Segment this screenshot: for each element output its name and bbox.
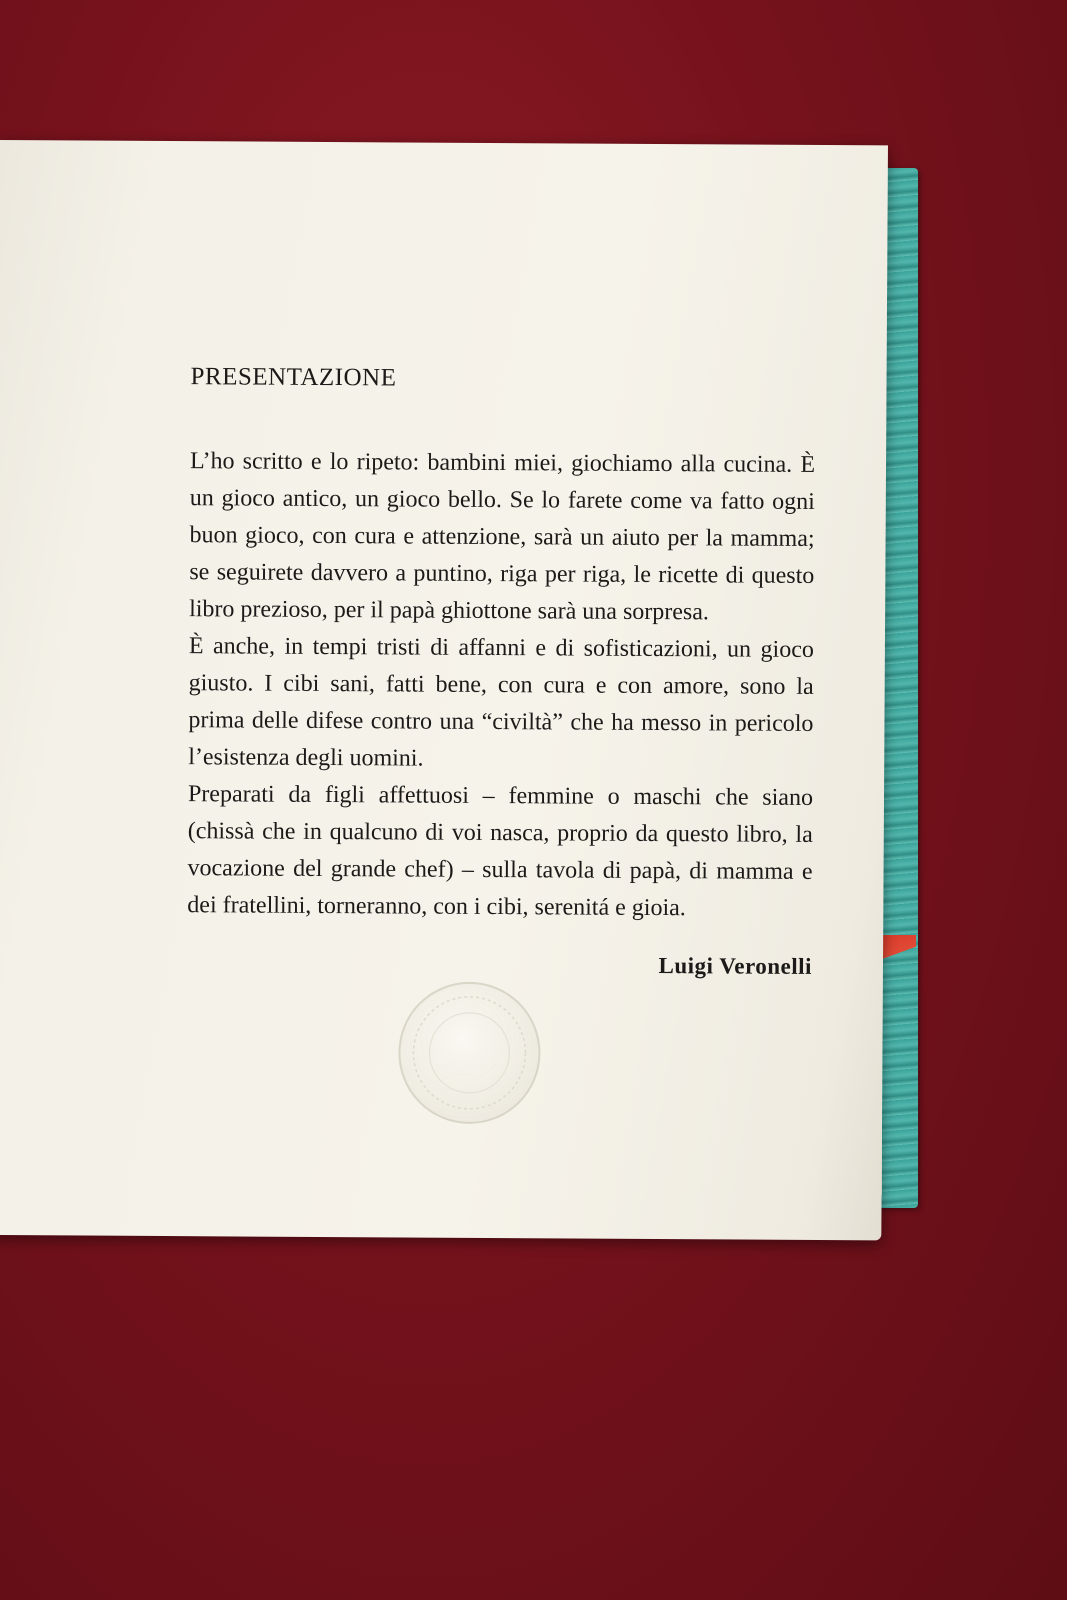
paragraph-2: È anche, in tempi tristi di affanni e di sofisticazioni, un gioco giusto. I cibi sani, fatti bene, con cura e con amore, sono la prima delle difese contro una “civiltà” che ha messo in pericolo l’esistenza degli uomini. [188,633,814,772]
page-content [187,363,816,980]
page-title: PRESENTAZIONE [190,363,397,392]
paragraph-1: L’ho scritto e lo ripeto: bambini miei, giochiamo alla cucina. È un gioco antico, un gioco bello. Se lo farete come va fatto ogni buon gioco, con cura e attenzione, sarà un aiuto per la mamma; se seguirete davvero a puntino, riga per riga, le ricette di questo libro prezioso, per il papà ghiottone sarà una sorpresa. [189,448,816,626]
paragraph-3: Preparati da figli affettuosi – femmine o maschi che siano (chissà che in qualcuno di voi nasca, proprio da questo libro, la vocazione del grande chef) – sulla tavola di papà, di mamma e dei fratellini, torneranno, con i cibi, serenitá e gioia. [187,781,814,922]
presentation-text [187,443,815,928]
embossed-seal-icon [394,977,545,1128]
book-page [0,140,888,1240]
cover-red-accent [880,935,916,971]
author-signature: Luigi Veronelli [658,953,813,979]
